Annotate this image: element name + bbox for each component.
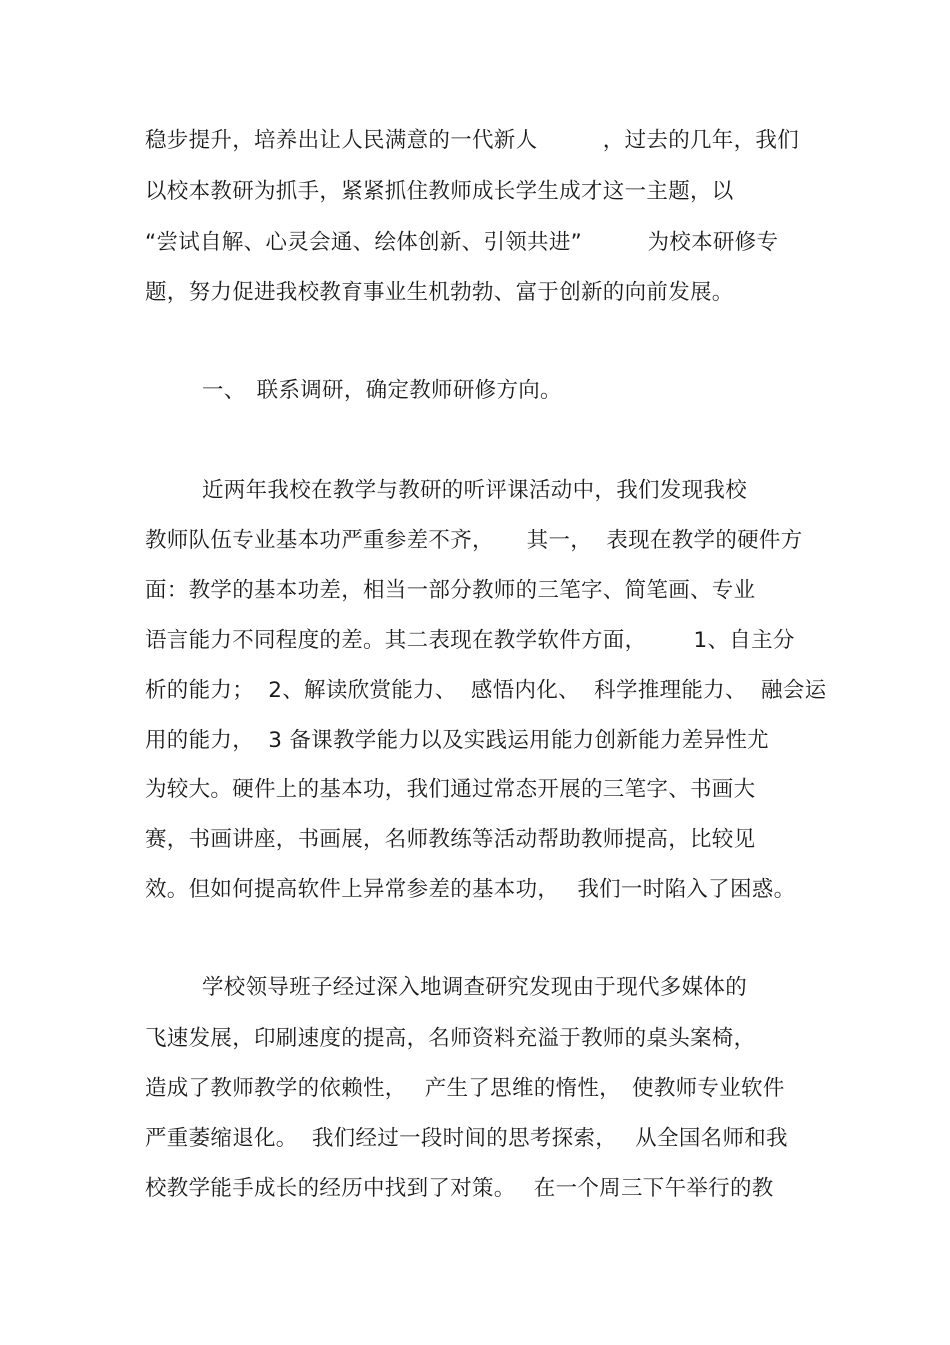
text-line: 析的能力； 2、解读欣赏能力、 感悟内化、 科学推理能力、 融会运	[145, 678, 827, 703]
text-line: 赛，书画讲座，书画展，名师教练等活动帮助教师提高，比较见	[145, 827, 756, 852]
text-line: 为较大。硬件上的基本功，我们通过常态开展的三笔字、书画大	[145, 777, 756, 802]
text-line: 严重萎缩退化。 我们经过一段时间的思考探索， 从全国名师和我	[145, 1126, 788, 1151]
text-line: 效。但如何提高软件上异常参差的基本功， 我们一时陷入了困惑。	[145, 877, 796, 902]
text-line: 造成了教师教学的依赖性， 产生了思维的惰性， 使教师专业软件	[145, 1076, 785, 1101]
text-line: 以校本教研为抓手，紧紧抓住教师成长学生成才这一主题，以	[145, 179, 734, 204]
text-line: “尝试自解、心灵会通、绘体创新、引领共进” 为校本研修专	[145, 230, 779, 255]
text-line: 稳步提升，培养出让人民满意的一代新人 ，过去的几年，我们	[145, 128, 800, 153]
text-line: 用的能力， 3 备课教学能力以及实践运用能力创新能力差异性尤	[145, 728, 769, 753]
text-line: 教师队伍专业基本功严重参差不齐， 其一， 表现在教学的硬件方	[145, 528, 803, 553]
section-heading: 一、 联系调研，确定教师研修方向。	[202, 378, 562, 403]
text-line: 语言能力不同程度的差。其二表现在教学软件方面， 1、自主分	[145, 628, 795, 653]
text-line: 校教学能手成长的经历中找到了对策。 在一个周三下午举行的教	[145, 1176, 774, 1201]
text-line: 面：教学的基本功差，相当一部分教师的三笔字、简笔画、专业	[145, 578, 756, 603]
text-line: 近两年我校在教学与教研的听评课活动中，我们发现我校	[202, 478, 748, 503]
text-line: 学校领导班子经过深入地调查研究发现由于现代多媒体的	[202, 975, 748, 1000]
text-line: 飞速发展，印刷速度的提高，名师资料充溢于教师的桌头案椅，	[145, 1026, 756, 1051]
text-line: 题，努力促进我校教育事业生机勃勃、富于创新的向前发展。	[145, 280, 734, 305]
